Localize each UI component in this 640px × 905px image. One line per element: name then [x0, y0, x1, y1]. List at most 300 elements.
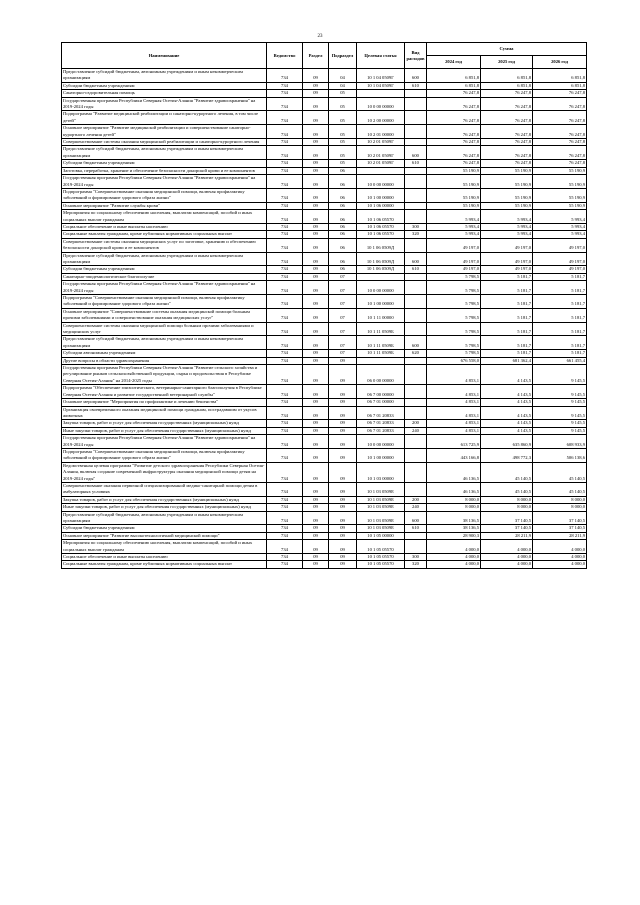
row-name: Санаторно-оздоровительная помощь — [62, 90, 267, 97]
row-name: Закупка товаров, работ и услуг для обеспечения государственных (муниципальных) нужд — [62, 496, 267, 503]
row-sum-year-3: 5 181,7 — [533, 308, 587, 322]
table-row — [62, 111, 587, 125]
row-sum-year-2: 4 000,0 — [481, 540, 533, 554]
row-sum-year-3: 76 247,8 — [533, 125, 587, 139]
row-ministry: 734 — [267, 525, 303, 532]
row-expense-type: 610 — [405, 266, 427, 273]
row-expense-type — [405, 295, 427, 309]
row-expense-type — [405, 399, 427, 406]
row-name: Субсидии автономным учреждениям — [62, 350, 267, 357]
row-sum-year-2: 45 140,5 — [481, 482, 533, 496]
row-target — [357, 273, 405, 280]
table-row — [62, 223, 587, 230]
row-expense-type: 240 — [405, 504, 427, 511]
row-sum-year-1: 49 197,0 — [427, 238, 481, 252]
row-subsection: 09 — [329, 427, 357, 434]
row-subsection: 05 — [329, 125, 357, 139]
row-name: Социальное обеспечение и иные выплаты населению — [62, 223, 267, 230]
row-subsection: 07 — [329, 295, 357, 309]
row-name: Санитарно-эпидемиологическое благополучие — [62, 273, 267, 280]
row-sum-year-2: 49 197,0 — [481, 266, 533, 273]
row-section: 09 — [303, 202, 329, 209]
row-section: 09 — [303, 336, 329, 350]
table-row — [62, 231, 587, 238]
row-target — [357, 357, 405, 364]
table-row — [62, 504, 587, 511]
row-sum-year-1: 5 798,5 — [427, 295, 481, 309]
row-expense-type — [405, 532, 427, 539]
row-sum-year-2: 76 247,8 — [481, 146, 533, 160]
table-row — [62, 273, 587, 280]
table-row — [62, 482, 587, 496]
row-ministry: 734 — [267, 365, 303, 385]
row-sum-year-3: 49 197,0 — [533, 252, 587, 266]
row-name: Государственная программа Республики Северная Осетия-Алания "Развитие здравоохранения" на 2019-2024 годы — [62, 435, 267, 449]
row-subsection: 09 — [329, 554, 357, 561]
row-ministry: 734 — [267, 308, 303, 322]
table-row — [62, 435, 587, 449]
row-section: 09 — [303, 540, 329, 554]
row-target: 10 2 01 00000 — [357, 125, 405, 139]
row-section: 09 — [303, 252, 329, 266]
row-ministry: 734 — [267, 266, 303, 273]
row-sum-year-3: 5 993,4 — [533, 231, 587, 238]
row-ministry: 734 — [267, 281, 303, 295]
row-sum-year-1: 76 247,8 — [427, 90, 481, 97]
row-section: 09 — [303, 448, 329, 462]
row-sum-year-3: 9 145,5 — [533, 399, 587, 406]
row-expense-type: 600 — [405, 146, 427, 160]
row-expense-type — [405, 188, 427, 202]
row-sum-year-1: 4 853,1 — [427, 427, 481, 434]
row-target: 10 0 00 00000 — [357, 97, 405, 111]
row-ministry: 734 — [267, 427, 303, 434]
row-section: 09 — [303, 238, 329, 252]
table-row — [62, 399, 587, 406]
row-subsection: 07 — [329, 336, 357, 350]
row-sum-year-1: 4 853,1 — [427, 385, 481, 399]
table-body — [62, 69, 587, 569]
row-sum-year-2: 8 000,0 — [481, 504, 533, 511]
row-sum-year-3: 49 197,0 — [533, 238, 587, 252]
row-sum-year-2: 635 860,9 — [481, 435, 533, 449]
row-sum-year-2: 76 247,8 — [481, 97, 533, 111]
row-sum-year-1: 6 851,8 — [427, 69, 481, 83]
table-row — [62, 82, 587, 89]
row-sum-year-3: 9 145,5 — [533, 365, 587, 385]
row-target: 10 0 00 00000 — [357, 281, 405, 295]
row-subsection: 09 — [329, 399, 357, 406]
table-row — [62, 357, 587, 364]
row-section: 09 — [303, 175, 329, 189]
row-sum-year-3: 76 247,8 — [533, 146, 587, 160]
row-sum-year-2: 8 000,0 — [481, 496, 533, 503]
row-sum-year-1: 5 798,5 — [427, 350, 481, 357]
row-sum-year-3: 8 000,0 — [533, 496, 587, 503]
row-subsection: 09 — [329, 462, 357, 482]
row-target: 10 1 03 00000 — [357, 462, 405, 482]
row-target: 10 1 11 00000 — [357, 308, 405, 322]
row-sum-year-2: 37 140,5 — [481, 511, 533, 525]
row-ministry: 734 — [267, 175, 303, 189]
row-ministry: 734 — [267, 350, 303, 357]
table-row — [62, 448, 587, 462]
row-sum-year-1: 38 136,5 — [427, 511, 481, 525]
row-expense-type: 610 — [405, 160, 427, 167]
row-section: 09 — [303, 406, 329, 420]
row-sum-year-1: 28 900,3 — [427, 532, 481, 539]
row-sum-year-3: 9 145,5 — [533, 385, 587, 399]
row-sum-year-1: 76 247,8 — [427, 139, 481, 146]
row-name: Предоставление субсидий бюджетным, автономным учреждениям и иным некоммерческим организациям — [62, 69, 267, 83]
row-ministry: 734 — [267, 540, 303, 554]
row-name: Государственная программа Республики Северная Осетия-Алания "Развитие здравоохранения" на 2019-2024 годы — [62, 281, 267, 295]
row-expense-type — [405, 435, 427, 449]
row-sum-year-3: 4 000,0 — [533, 561, 587, 568]
row-sum-year-1: 4 853,1 — [427, 365, 481, 385]
table-row — [62, 462, 587, 482]
row-section: 09 — [303, 554, 329, 561]
row-section: 09 — [303, 427, 329, 434]
row-ministry: 734 — [267, 511, 303, 525]
row-section: 09 — [303, 188, 329, 202]
row-name: Основное мероприятие "Мероприятия по профилактике и лечению бешенства" — [62, 399, 267, 406]
header-section: Раздел — [303, 43, 329, 69]
row-sum-year-3: 49 197,0 — [533, 266, 587, 273]
row-target: 10 0 00 00000 — [357, 175, 405, 189]
row-sum-year-2: 498 772,3 — [481, 448, 533, 462]
row-expense-type: 600 — [405, 511, 427, 525]
row-subsection: 09 — [329, 420, 357, 427]
row-target: 10 1 06 05570 — [357, 210, 405, 224]
row-expense-type — [405, 322, 427, 336]
row-target: 10 1 06 0509Д — [357, 252, 405, 266]
row-sum-year-1: 46 136,5 — [427, 462, 481, 482]
row-subsection: 06 — [329, 188, 357, 202]
header-target: Целевая статья — [357, 43, 405, 69]
row-sum-year-2: 4 143,5 — [481, 399, 533, 406]
table-row — [62, 266, 587, 273]
row-section: 09 — [303, 308, 329, 322]
row-sum-year-2: 49 197,0 — [481, 238, 533, 252]
row-sum-year-3: 9 145,5 — [533, 406, 587, 420]
row-sum-year-2: 4 143,5 — [481, 365, 533, 385]
row-subsection: 09 — [329, 435, 357, 449]
row-ministry: 734 — [267, 385, 303, 399]
row-sum-year-1: 4 853,1 — [427, 406, 481, 420]
table-row — [62, 525, 587, 532]
row-section: 09 — [303, 435, 329, 449]
row-target: 10 1 05 05570 — [357, 561, 405, 568]
row-name: Субсидии бюджетным учреждениям — [62, 525, 267, 532]
row-ministry: 734 — [267, 210, 303, 224]
row-expense-type — [405, 281, 427, 295]
table-row — [62, 540, 587, 554]
row-sum-year-1: 613 725,9 — [427, 435, 481, 449]
table-row — [62, 252, 587, 266]
row-section: 09 — [303, 125, 329, 139]
row-ministry: 734 — [267, 406, 303, 420]
row-ministry: 734 — [267, 82, 303, 89]
row-name: Подпрограмма "Совершенствование оказания медицинской помощи, включая профилактику заболеваний и формирование здорового образа жизни" — [62, 448, 267, 462]
row-sum-year-3: 5 993,4 — [533, 223, 587, 230]
row-sum-year-2: 4 000,0 — [481, 561, 533, 568]
row-sum-year-2: 5 993,4 — [481, 210, 533, 224]
row-section: 09 — [303, 525, 329, 532]
row-expense-type — [405, 90, 427, 97]
row-subsection: 09 — [329, 448, 357, 462]
row-target: 10 1 03 0509Е — [357, 482, 405, 496]
row-subsection: 06 — [329, 210, 357, 224]
table-row — [62, 322, 587, 336]
row-sum-year-2: 4 143,5 — [481, 406, 533, 420]
table-row — [62, 125, 587, 139]
table-row — [62, 427, 587, 434]
row-target: 10 0 00 00000 — [357, 435, 405, 449]
row-subsection: 04 — [329, 69, 357, 83]
row-sum-year-3: 55 190,9 — [533, 167, 587, 174]
row-sum-year-2: 55 190,9 — [481, 188, 533, 202]
row-ministry: 734 — [267, 462, 303, 482]
row-section: 09 — [303, 167, 329, 174]
row-sum-year-2: 55 190,9 — [481, 175, 533, 189]
table-row — [62, 210, 587, 224]
row-expense-type: 600 — [405, 336, 427, 350]
row-expense-type — [405, 540, 427, 554]
row-target: 10 1 00 00000 — [357, 188, 405, 202]
row-target: 06 7 01 00000 — [357, 399, 405, 406]
table-row — [62, 532, 587, 539]
row-target: 10 1 06 05570 — [357, 223, 405, 230]
row-ministry: 734 — [267, 357, 303, 364]
row-sum-year-2: 76 247,8 — [481, 139, 533, 146]
row-sum-year-3: 76 247,8 — [533, 139, 587, 146]
row-target: 10 2 01 0509Г — [357, 146, 405, 160]
row-subsection: 07 — [329, 322, 357, 336]
row-ministry: 734 — [267, 554, 303, 561]
row-target: 10 1 06 0509Д — [357, 238, 405, 252]
row-ministry: 734 — [267, 295, 303, 309]
row-sum-year-3: 5 181,7 — [533, 281, 587, 295]
row-sum-year-1: 49 197,0 — [427, 266, 481, 273]
row-target: 10 2 00 00000 — [357, 111, 405, 125]
row-sum-year-3: 28 211,9 — [533, 532, 587, 539]
row-name: Социальные выплаты гражданам, кроме публичных нормативных социальных выплат — [62, 231, 267, 238]
row-sum-year-2: 76 247,8 — [481, 111, 533, 125]
row-section: 09 — [303, 223, 329, 230]
row-ministry: 734 — [267, 336, 303, 350]
row-sum-year-1: 49 197,0 — [427, 252, 481, 266]
row-sum-year-2: 5 181,7 — [481, 350, 533, 357]
row-expense-type — [405, 238, 427, 252]
row-name: Совершенствование системы оказания медицинской реабилитации и санаторно-курортного лечения — [62, 139, 267, 146]
row-name: Предоставление субсидий бюджетным, автономным учреждениям и иным некоммерческим организациям — [62, 336, 267, 350]
table-row — [62, 336, 587, 350]
row-section: 09 — [303, 231, 329, 238]
header-name: Наименование — [62, 43, 267, 69]
row-expense-type — [405, 406, 427, 420]
row-sum-year-1: 55 190,9 — [427, 202, 481, 209]
table-row — [62, 69, 587, 83]
row-subsection: 06 — [329, 252, 357, 266]
table-row — [62, 308, 587, 322]
row-target: 10 1 00 00000 — [357, 448, 405, 462]
row-name: Субсидии бюджетным учреждениям — [62, 160, 267, 167]
row-ministry: 734 — [267, 167, 303, 174]
row-ministry: 734 — [267, 90, 303, 97]
row-sum-year-3: 5 993,4 — [533, 210, 587, 224]
row-sum-year-2: 5 181,7 — [481, 308, 533, 322]
row-sum-year-3: 45 140,5 — [533, 462, 587, 482]
row-sum-year-1: 676 558,0 — [427, 357, 481, 364]
row-section: 09 — [303, 281, 329, 295]
row-target — [357, 167, 405, 174]
row-subsection: 09 — [329, 532, 357, 539]
row-target: 10 1 05 05570 — [357, 540, 405, 554]
row-target: 06 7 01 20833 — [357, 427, 405, 434]
row-ministry: 734 — [267, 322, 303, 336]
header-year-3: 2026 год — [533, 56, 587, 69]
row-sum-year-1: 5 993,4 — [427, 223, 481, 230]
row-sum-year-2: 5 181,7 — [481, 336, 533, 350]
row-expense-type — [405, 482, 427, 496]
row-subsection: 06 — [329, 175, 357, 189]
row-section: 09 — [303, 482, 329, 496]
row-expense-type: 200 — [405, 420, 427, 427]
row-sum-year-3: 5 181,7 — [533, 322, 587, 336]
row-name: Иные закупки товаров, работ и услуг для обеспечения государственных (муниципальных) нужд — [62, 504, 267, 511]
row-sum-year-2: 4 143,5 — [481, 427, 533, 434]
row-target: 10 1 11 0509Б — [357, 336, 405, 350]
row-section: 09 — [303, 210, 329, 224]
row-name: Мероприятия по социальному обеспечению населения, выплатам компенсаций, пособий и иных социальных выплат гражданам — [62, 210, 267, 224]
table-row — [62, 238, 587, 252]
row-sum-year-2: 55 190,9 — [481, 202, 533, 209]
row-sum-year-2: 5 993,4 — [481, 223, 533, 230]
table-row — [62, 554, 587, 561]
row-name: Государственная программа Республики Северная Осетия-Алания "Развитие здравоохранения" на 2019-2024 годы — [62, 97, 267, 111]
row-sum-year-1: 55 190,9 — [427, 167, 481, 174]
row-sum-year-2: 4 000,0 — [481, 554, 533, 561]
row-sum-year-3: 6 851,8 — [533, 82, 587, 89]
row-sum-year-2: 4 143,5 — [481, 420, 533, 427]
row-expense-type — [405, 97, 427, 111]
row-ministry: 734 — [267, 125, 303, 139]
row-ministry: 734 — [267, 435, 303, 449]
row-expense-type — [405, 365, 427, 385]
row-sum-year-1: 46 136,5 — [427, 482, 481, 496]
row-ministry: 734 — [267, 482, 303, 496]
row-subsection: 07 — [329, 308, 357, 322]
row-target: 10 2 01 0509Г — [357, 139, 405, 146]
row-section: 09 — [303, 511, 329, 525]
row-ministry: 734 — [267, 160, 303, 167]
row-ministry: 734 — [267, 420, 303, 427]
row-section: 09 — [303, 111, 329, 125]
row-sum-year-3: 5 181,7 — [533, 273, 587, 280]
header-sum: Сумма — [427, 43, 587, 56]
row-sum-year-1: 38 136,5 — [427, 525, 481, 532]
row-sum-year-3: 608 933,9 — [533, 435, 587, 449]
row-sum-year-1: 4 853,1 — [427, 399, 481, 406]
row-sum-year-3: 5 181,7 — [533, 336, 587, 350]
row-section: 09 — [303, 82, 329, 89]
row-target: 10 1 11 0509Б — [357, 322, 405, 336]
row-name: Субсидии бюджетным учреждениям — [62, 266, 267, 273]
row-name: Основное мероприятие "Совершенствование системы оказания медицинской помощи больным прочими заболеваниями и совершенствование оказания медицинских услуг" — [62, 308, 267, 322]
row-name: Социальное обеспечение и иные выплаты населению — [62, 554, 267, 561]
row-expense-type — [405, 462, 427, 482]
row-section: 09 — [303, 504, 329, 511]
row-target: 06 0 00 00000 — [357, 365, 405, 385]
row-target: 10 1 00 00000 — [357, 295, 405, 309]
row-sum-year-3: 45 140,5 — [533, 482, 587, 496]
row-sum-year-3: 76 247,8 — [533, 97, 587, 111]
row-sum-year-3: 76 247,8 — [533, 160, 587, 167]
row-sum-year-3: 37 140,5 — [533, 511, 587, 525]
row-subsection: 09 — [329, 561, 357, 568]
row-section: 09 — [303, 273, 329, 280]
row-section: 09 — [303, 496, 329, 503]
row-sum-year-3: 55 190,9 — [533, 202, 587, 209]
row-name: Подпрограмма "Обеспечение эпизоотического, ветеринарно-санитарного благополучия в Республике Северная Осетия-Алания и развитие государственной ветеринарной службы" — [62, 385, 267, 399]
row-section: 09 — [303, 357, 329, 364]
row-name: Совершенствование оказания первичной специализированной медико-санитарной помощи детям в амбулаторных условиях — [62, 482, 267, 496]
row-expense-type: 600 — [405, 252, 427, 266]
row-sum-year-2: 5 993,4 — [481, 231, 533, 238]
row-subsection: 05 — [329, 97, 357, 111]
page-number: 23 — [317, 34, 323, 39]
row-name: Подпрограмма "Совершенствование оказания медицинской помощи, включая профилактику заболеваний и формирование здорового образа жизни" — [62, 295, 267, 309]
row-ministry: 734 — [267, 273, 303, 280]
row-ministry: 734 — [267, 146, 303, 160]
row-section: 09 — [303, 266, 329, 273]
row-target: 10 1 03 0509Е — [357, 504, 405, 511]
row-sum-year-3: 5 181,7 — [533, 295, 587, 309]
row-target: 10 1 03 0509Е — [357, 496, 405, 503]
row-sum-year-2: 49 197,0 — [481, 252, 533, 266]
row-expense-type: 600 — [405, 69, 427, 83]
row-subsection: 05 — [329, 90, 357, 97]
row-subsection: 04 — [329, 82, 357, 89]
row-sum-year-3: 506 138,6 — [533, 448, 587, 462]
row-target: 10 1 05 00000 — [357, 532, 405, 539]
row-section: 09 — [303, 139, 329, 146]
row-expense-type: 320 — [405, 561, 427, 568]
header-year-2: 2025 год — [481, 56, 533, 69]
table-row — [62, 90, 587, 97]
row-target — [357, 90, 405, 97]
row-sum-year-1: 4 000,0 — [427, 554, 481, 561]
row-ministry: 734 — [267, 69, 303, 83]
row-name: Другие вопросы в области здравоохранения — [62, 357, 267, 364]
row-section: 09 — [303, 322, 329, 336]
row-expense-type — [405, 125, 427, 139]
row-name: Основное мероприятие "Развитие медицинской реабилитации и совершенствование санаторно-курортного лечения детей" — [62, 125, 267, 139]
row-target: 10 1 04 0509Г — [357, 69, 405, 83]
row-name: Совершенствование системы оказания медицинской помощи больным прочими заболеваниями и медицинских услуг — [62, 322, 267, 336]
row-sum-year-1: 4 000,0 — [427, 561, 481, 568]
table-row — [62, 511, 587, 525]
row-name: Ведомственная целевая программа "Развитие детского здравоохранения Республики Северная Осетия-Алания, включая создание современной инфраструктуры оказания медицинской помощи детям на 2019-2024 годы" — [62, 462, 267, 482]
row-ministry: 734 — [267, 231, 303, 238]
row-section: 09 — [303, 462, 329, 482]
table-row — [62, 188, 587, 202]
row-name: Основное мероприятие "Развитие службы крови" — [62, 202, 267, 209]
row-sum-year-3: 55 190,9 — [533, 175, 587, 189]
row-subsection: 09 — [329, 357, 357, 364]
row-name: Совершенствование системы оказания медицинских услуг по заготовке, хранению и обеспечению безопасности донорской крови и ее компонентов — [62, 238, 267, 252]
